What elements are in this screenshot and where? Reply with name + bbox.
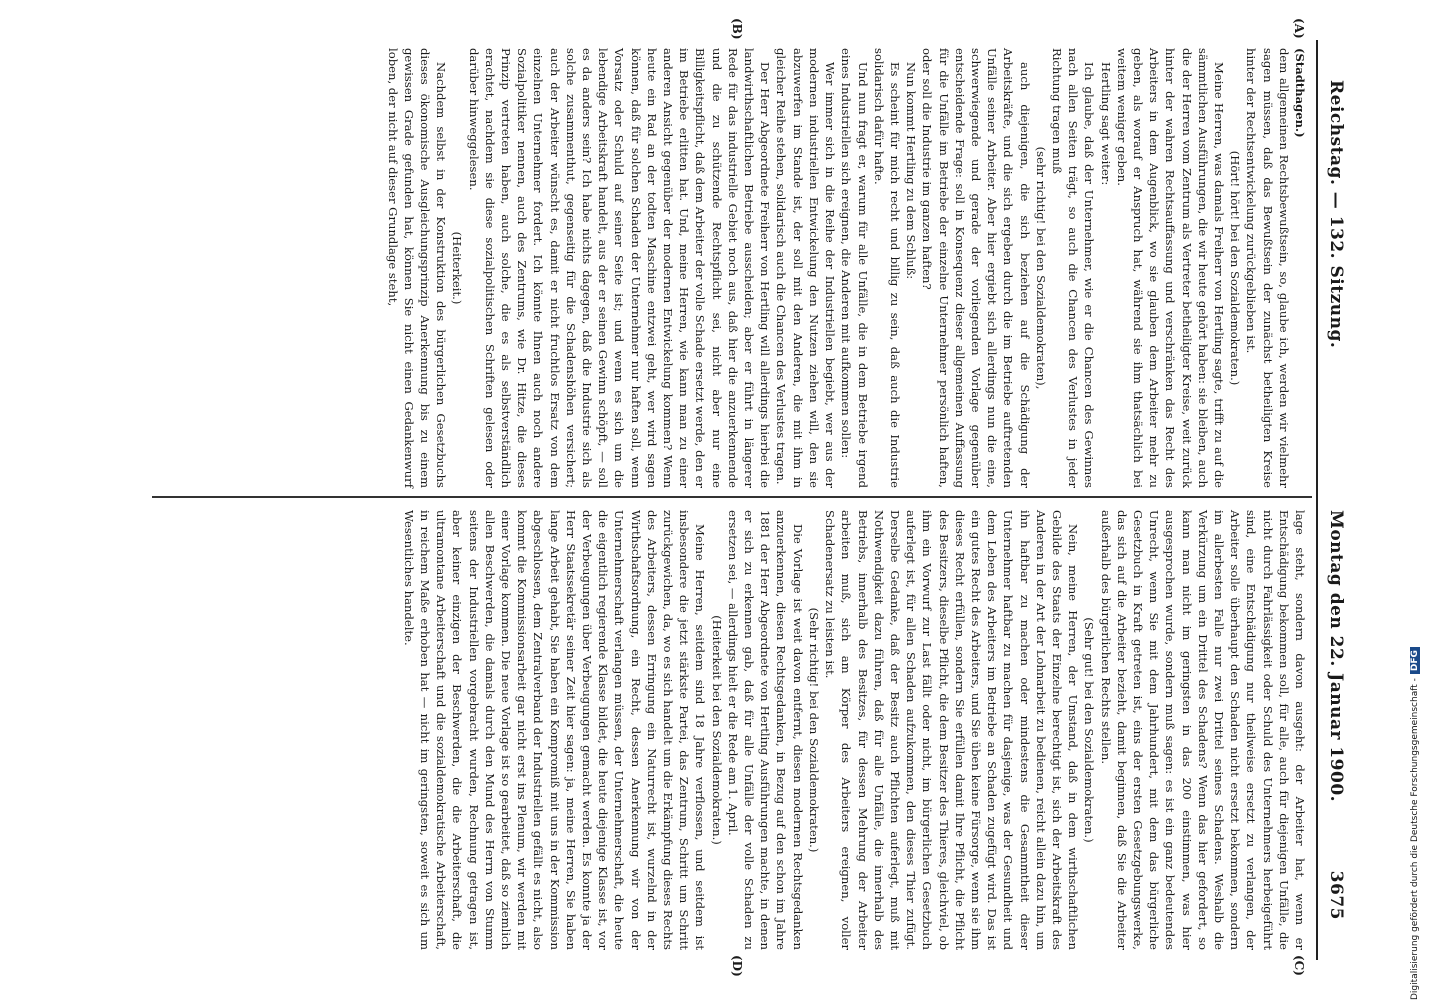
interjection: (Hört! hört! bei den Sozialdemokraten.) — [1228, 150, 1243, 386]
paragraph: Der Herr Abgeordnete Freiherr von Hertling will allerdings hierbei die landwirthschaftlichen Betriebe ausscheiden; aber er führt in längerer Rede für das industrielle Gebiet noch aus, daß hier die anzuerkennende und die zu schützende Rechtspflicht sei, nicht aber nur eine Billigkeitspflicht, daß dem Arbeiter der volle Schade ersetzt werde, den er im Betriebe erlitten hat. Und, meine Herren, wie kann man zu einer anderen Ansicht gegenüber der modernen Entwickelung kommen? Wenn heute ein Rad an der todten Maschine entzwei geht, wer wird sagen können, daß für solchen Schaden der Unternehmer nur haften soll, wenn Vorsatz oder Schuld auf seiner Seite ist; und wenn es sich um die lebendige Arbeitskraft handelt, aus der er seinen Gewinn schöpft, — soll es da anders sein? Ich habe nichts dagegen, daß die Industrie sich als solche zusammenthut, gegenseitig für die Schadenshöhen versichert; auch der Arbeiter wünscht es, damit er nicht fruchtlos Ersatz von dem einzelnen Unternehmer fordert. Ich könnte Ihnen auch noch andere Sozialpolitiker nennen, auch des Zentrums, wie Dr. Hitze, die dieses Prinzip vertreten haben, auch solche, die es als selbstverständlich erachtet, nachdem sie diese sozialpolitischen Schriften gelesen oder darüber hinweggelesen. — [466, 48, 773, 488]
interjection: (Sehr gut! bei den Sozialdemokraten.) — [1082, 617, 1097, 843]
left-column — [384, 48, 1308, 488]
interjection: (Heiterkeit.) — [450, 231, 465, 305]
dfg-logo: DFG — [1410, 647, 1420, 674]
paragraph: lage steht, sondern davon ausgeht: der Arbeiter hat, wenn er Entschädigung bekommen soll, für alle, auch für diejenigen Unfälle, die nicht durch Fahrlässigkeit oder Schuld des Unternehmers herbeigeführt sind, eine Entschädigung nur theilweise ersetzt zu verlangen, der Arbeiter solle überhaupt den Schaden nicht ersetzt bekommen, sondern im allerbesten Falle nur zwei Drittel seines Schadens. Weshalb die Verkürzung um ein Drittel des Schadens? Wenn das hier gefordert, so kann man nicht im geringsten in das 200 einstimmen, was hier ausgesprochen wurde, sondern muß sagen: es ist ein ganz bedeutendes Unrecht, wenn Sie mit dem Jahrhundert, mit dem das bürgerliche Gesetzbuch in Kraft getreten ist, eins der ersten Gesetzgebungswerke, das sich auf die Arbeiter bezieht, damit beginnen, daß Sie die Arbeiter außerhalb des bürgerlichen Rechts stellen. — [1098, 510, 1307, 950]
digitization-credit — [1410, 647, 1420, 1000]
column-separator — [152, 496, 1312, 498]
margin-marker-b: (B) — [730, 18, 744, 40]
right-column — [401, 510, 1308, 950]
paragraph: Wer immer sich in die Reihe der Industriellen begiebt, wer aus der modernen industriellen Entwickelung den Nutzen ziehen will, den sie abzuwerfen im Stande ist, der soll mit den Anderen, die mit ihm in gleicher Reihe stehen, solidarisch auch die Chancen des Verlustes tragen. — [774, 48, 838, 488]
page-number: 3675 — [1326, 870, 1346, 920]
paragraph: dem allgemeinen Rechtsbewußtsein, so, glaube ich, werden wir vielmehr sagen müssen, daß das Bewußtsein der zunächst betheiligten Kreise hinter der Rechtsentwickelung zurückgeblieben ist. — [1244, 48, 1291, 488]
paragraph: Nein, meine Herren, der Umstand, daß in dem wirthschaftlichen Gebilde des Staats der Einzelne berechtigt ist, sich der Arbeitskraft des Anderen in der Art der Lohnarbeit zu bedienen, reicht allein dazu hin, um ihn haftbar zu machen oder mindestens die Gesammtheit dieser Unternehmer haftbar zu machen für dasjenige, was der Gesundheit und dem Leben des Arbeiters im Betriebe an Schaden zugefügt wird. Das ist ein gutes Recht des Arbeiters, und Sie üben keine Fürsorge, wenn sie ihm dieses Recht erfüllen, sondern Sie erfüllen damit Ihre Pflicht, die Pflicht des Besitzers, dieselbe Pflicht, die dem Besitzer des Thieres, gleichviel, ob ihm ein Vorwurf zur Last fällt oder nicht, im bürgerlichen Gesetzbuch auferlegt ist, für allen Schaden aufzukommen, den dieses Thier zufügt. Derselbe Gedanke, daß der Besitz auch Pflichten auferlegt, muß mit Nothwendigkeit dazu führen, daß für alle Unfälle, die innerhalb des Betriebs, innerhalb des Besitzes, für dessen Mehrung der Arbeiter arbeiten muß, sich am Körper des Arbeiters ereignen, voller Schadenersatz zu leisten ist. — [823, 510, 1081, 950]
paragraph: Nachdem selbst in der Konstruktion des bürgerlichen Gesetzbuchs dieses ökonomische Ausgleichungsprinzip Anerkennung bis zu einem gewissen Grade gefunden hat, können Sie nicht einen Gedankenwurf loben, der nicht auf dieser Grundlage steht, — [385, 48, 449, 488]
paragraph: Nun kommt Hertling zu dem Schluß: — [904, 62, 919, 280]
speaker-label: (Stadthagen.) — [1293, 48, 1307, 138]
paragraph: Und nun fragt er, warum für alle Unfälle, die in dem Betriebe irgend eines Industriellen sich ereignen, die Anderen mit aufkommen sollen: — [839, 48, 870, 488]
interjection: (Heiterkeit bei den Sozialdemokraten.) — [709, 615, 724, 845]
paragraph: Hertling sagt weiter: — [1098, 62, 1113, 186]
paragraph: Es scheint für mich recht und billig zu sein, daß auch die Industrie solidarisch dafür hafte. — [871, 48, 902, 488]
interjection: (sehr richtig! bei den Sozialdemokraten), — [1033, 146, 1048, 390]
header-session: Reichstag. — 132. Sitzung. — [1326, 80, 1346, 349]
paragraph: Meine Herren, seitdem sind 18 Jahre verflossen, und seitdem ist insbesondere die jetzt stärkste Partei, das Zentrum, Schritt um Schritt zurückgewichen, da, wo es sich handelt um die Erkämpfung dieses Rechts des Arbeiters, dessen Erringung ein Naturrecht ist, wurzelnd in der Wirthschaftsordnung, ein Recht, dessen Anerkennung wir von der Unternehmerschaft verlangen müssen, der Unternehmerschaft, die heute die eigentlich regierende Klasse bildet, die heute diejenige Klasse ist, vor der Verbeugungen über Verbeugungen gemacht werden. Es konnte ja der Herr Staatssekretär seiner Zeit hier sagen: ja, meine Herren, Sie haben lange Arbeit gehabt, Sie haben ein Kompromiß mit uns in der Kommission abgeschlossen, dem Zentralverband der Industriellen gefällt es nicht, also kommt die Kommissionsarbeit gar nicht erst ins Plenum, wir werden mit einer Vorlage kommen. Die neue Vorlage ist so gearbeitet, daß so ziemlich allen Beschwerden, die damals durch den Mund des Herrn von Stumm seitens der Industriellen vorgebracht wurden, Rechnung getragen ist, aber keiner einzigen der Beschwerden, die die Arbeiterschaft, die ultramontane Arbeiterschaft und die sozialdemokratische Arbeiterschaft, in reichem Maße erhoben hat — nicht im geringsten, soweit es sich um Wesentliches handelte. — [401, 510, 708, 950]
paragraph: Ich glaube, daß der Unternehmer, wie er die Chancen des Gewinnes nach allen Seiten trägt, so auch die Chancen des Verlustes in jeder Richtung tragen muß — [1049, 48, 1097, 488]
credit-text: Digitalisierung gefördert durch die Deutsche Forschungsgemeinschaft - — [1410, 678, 1420, 1000]
margin-marker-d: (D) — [730, 955, 744, 977]
header-rule — [1316, 40, 1318, 960]
page-header — [1314, 40, 1346, 960]
interjection: (Sehr richtig! bei den Sozialdemokraten.) — [806, 607, 821, 853]
paragraph: Die Vorlage ist weit davon entfernt, diesen modernen Rechtsgedanken anzuerkennen, diesen Rechtsgedanken, in Bezug auf den schon im Jahre 1881 der Herr Abgeordnete von Hertling Ausführungen machte, in denen er sich zu erkennen gab, daß für alle Unfälle der volle Schaden zu ersetzen sei, — allerdings hielt er die Rede am 1. April. — [725, 510, 805, 950]
margin-marker-a: (A) — [1292, 18, 1306, 39]
paragraph: Meine Herren, was damals Freiherr von Hertling sagte, trifft zu auf die sämmtlichen Ausführungen, die wir heute gehört haben: sie bleiben, auch die der Herren vom Zentrum als Vertreter betheiligter Kreise, weit zurück hinter der wahren Rechtsauffassung und verschränken das Recht des Arbeiters in dem Augenblick, wo sie glauben dem Arbeiter mehr zu geben, als worauf er Anspruch hat, während sie ihm thatsächlich bei weitem weniger geben. — [1114, 48, 1226, 488]
header-date: Montag den 22. Januar 1900. — [1326, 510, 1346, 803]
margin-marker-c: (C) — [1292, 955, 1306, 976]
paragraph: auch diejenigen, die sich beziehen auf die Schädigung der Arbeitskräfte, und die sich ergeben durch die im Betriebe auftretenden Unfälle seiner Arbeiter. Aber hier ergiebt sich allerdings nun die eine, schwerwiegende und gerade der vorliegenden Vorlage gegenüber entscheidende Frage: soll in Konsequenz dieser allgemeinen Auffassung für die Unfälle im Betriebe der einzelne Unternehmer persönlich haften, oder soll die Industrie im ganzen haften? — [920, 48, 1032, 488]
